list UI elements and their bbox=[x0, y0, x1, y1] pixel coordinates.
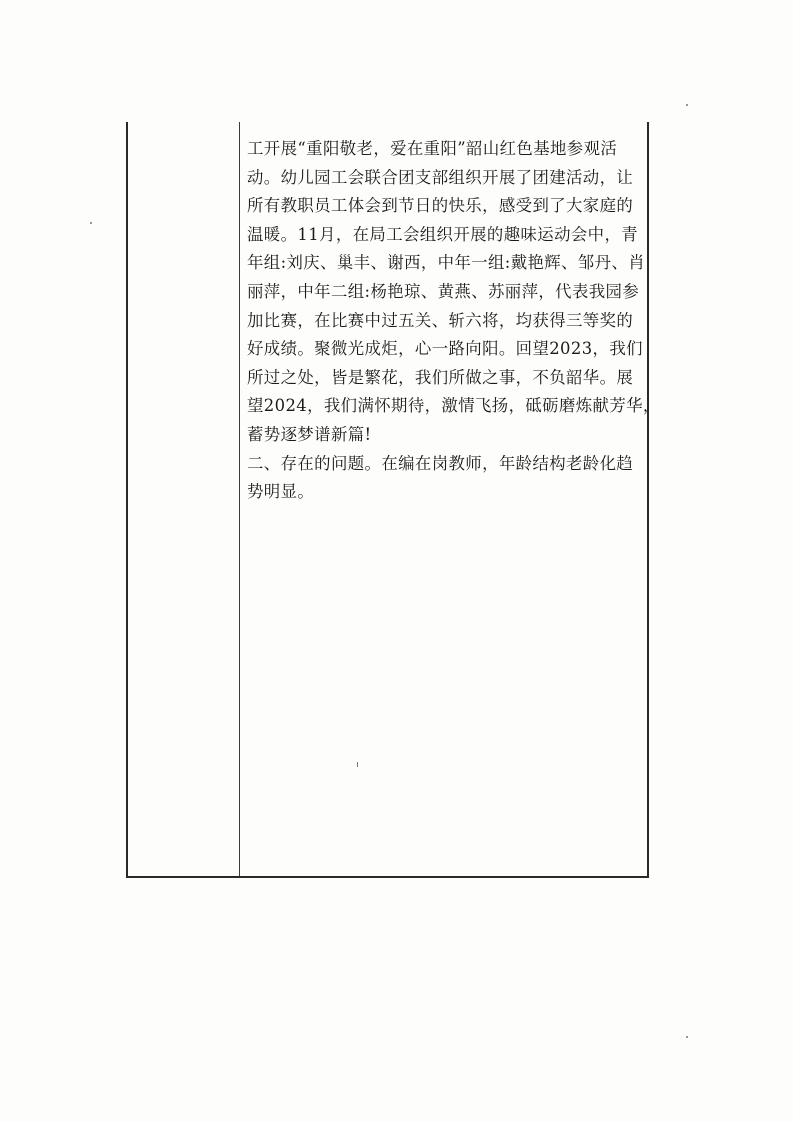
text-line: 势明显。 bbox=[247, 482, 315, 502]
text-line: 所过之处，皆是繁花，我们所做之事，不负韶华。展 bbox=[247, 367, 634, 387]
scan-speck bbox=[90, 222, 92, 224]
text-line: 加比赛，在比赛中过五关、斩六将，均获得三等奖的 bbox=[247, 310, 634, 330]
scan-speck bbox=[686, 1036, 688, 1038]
column-divider bbox=[239, 122, 240, 876]
section-heading-line: 二、存在的问题。在编在岗教师，年龄结构老龄化趋 bbox=[247, 453, 634, 473]
text-line: 望2024，我们满怀期待，激情飞扬，砥砺磨炼献芳华， bbox=[247, 396, 660, 416]
table-content-cell bbox=[247, 135, 660, 507]
text-line: 丽萍，中年二组:杨艳琼、黄燕、苏丽萍，代表我园参 bbox=[247, 281, 640, 301]
text-line: 工开展“重阳敬老，爱在重阳”韶山红色基地参观活 bbox=[247, 139, 618, 158]
text-line: 蓄势逐梦谱新篇! bbox=[247, 424, 372, 444]
text-line: 动。幼儿园工会联合团支部组织开展了团建活动，让 bbox=[247, 167, 634, 187]
text-line: 所有教职员工体会到节日的快乐，感受到了大家庭的 bbox=[247, 196, 634, 216]
text-line: 年组:刘庆、巢丰、谢西，中年一组:戴艳辉、邹丹、肖 bbox=[247, 253, 646, 273]
text-line: 好成绩。聚微光成炬，心一路向阳。回望2023，我们 bbox=[247, 339, 643, 359]
scan-speck bbox=[686, 104, 688, 106]
text-line: 温暖。11月，在局工会组织开展的趣味运动会中，青 bbox=[247, 224, 639, 244]
report-table bbox=[126, 122, 660, 878]
table-label-cell bbox=[128, 122, 239, 876]
